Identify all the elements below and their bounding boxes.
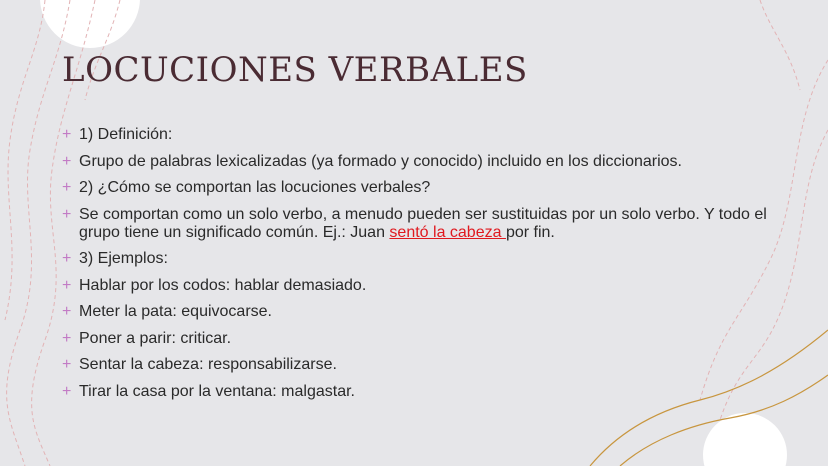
bullet-text: Meter la pata: equivocarse. [79,303,272,320]
list-item [62,356,802,374]
list-item [62,153,802,171]
list-item [62,250,802,268]
list-item [62,303,802,321]
bullet-text: Grupo de palabras lexicalizadas (ya formado y conocido) incluido en los diccionarios. [79,152,682,170]
bullet-list [62,126,802,409]
list-item [62,206,802,242]
plus-icon: + [62,356,72,373]
bullet-text-after: por fin. [505,223,555,241]
list-item [62,383,802,401]
list-item [62,126,802,144]
top-left-circle [40,0,140,48]
list-item [62,277,802,295]
list-item [62,179,802,197]
plus-icon: + [62,179,72,196]
bullet-text: Sentar la cabeza: responsabilizarse. [79,356,337,373]
list-item [62,330,802,348]
bullet-text: 3) Ejemplos: [79,250,168,267]
slide-title: LOCUCIONES VERBALES [62,50,528,90]
bullet-text: Poner a parir: criticar. [79,329,232,347]
plus-icon: + [62,303,72,320]
plus-icon: + [62,382,72,400]
plus-icon: + [62,250,72,267]
plus-icon: + [62,205,72,223]
bullet-text: Hablar por los codos: hablar demasiado. [79,276,367,294]
highlighted-example: sentó la cabeza [389,223,506,241]
plus-icon: + [62,126,72,143]
plus-icon: + [62,276,72,294]
plus-icon: + [62,329,72,347]
bullet-text: 2) ¿Cómo se comportan las locuciones verbales? [79,179,431,196]
bullet-text: Tirar la casa por la ventana: malgastar. [79,382,355,400]
bullet-text: 1) Definición: [79,126,173,143]
bullet-text-before: Se comportan como un solo verbo, a menudo pueden ser sustituidas por un solo verbo. Y todo el grupo tiene un significado común. Ej.: Juan [79,205,767,241]
plus-icon: + [62,152,72,170]
